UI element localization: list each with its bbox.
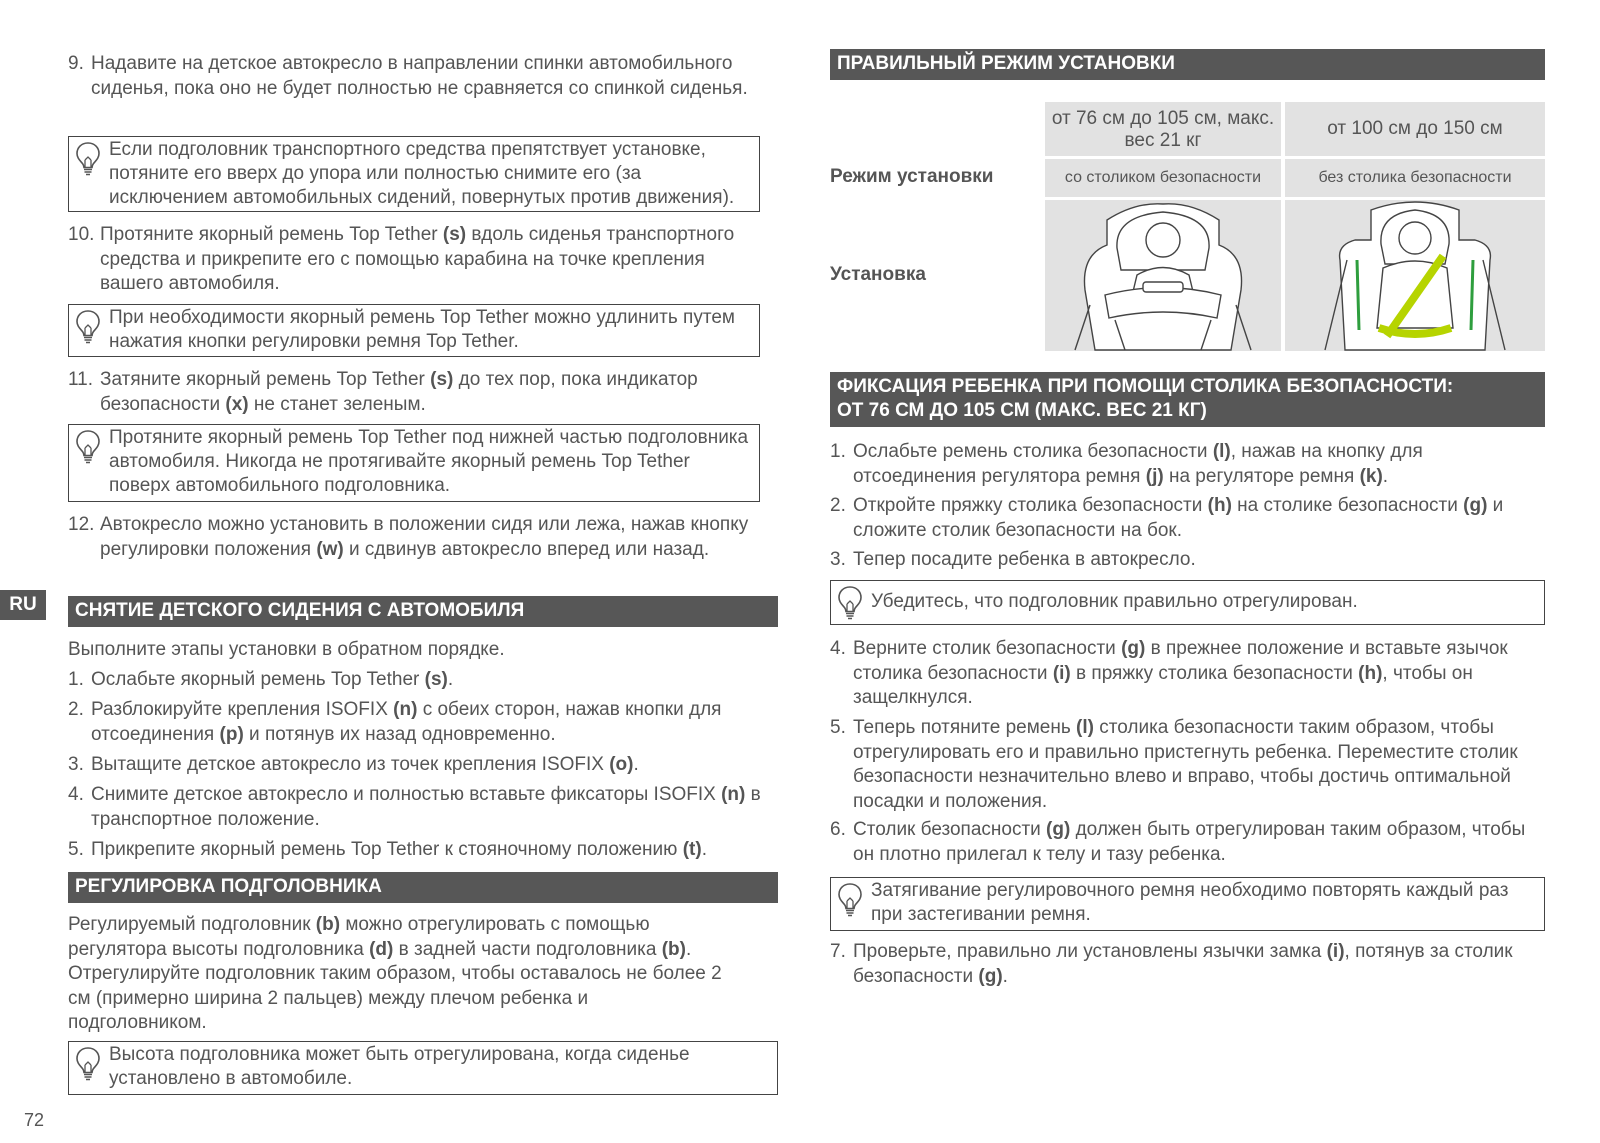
note-tether-route: Протяните якорный ремень Top Tether под нижней частью подголовника автомобиля. Никогда не протягивайте якорный ремень Top Tether поверх автомобильного подголовника. xyxy=(68,424,760,502)
note-headrest-adjusted: Убедитесь, что подголовник правильно отрегулирован. xyxy=(830,580,1545,625)
removal-step-1: 1. Ослабьте якорный ремень Top Tether (s). xyxy=(68,669,454,690)
note-headrest-obstructs: Если подголовник транспортного средства препятствует установке, потяните его вверх до упора или полностью снимите его (за исключением автомобильных сидений, повернутых против движения). xyxy=(68,136,760,212)
fix-step-1: 1. Ослабьте ремень столика безопасности (l), нажав на кнопку для отсоединения регулятора ремня (j) на регуляторе ремня (k). xyxy=(830,441,1423,487)
section-header-fixation: ФИКСАЦИЯ РЕБЕНКА ПРИ ПОМОЩИ СТОЛИКА БЕЗОПАСНОСТИ: ОТ 76 СМ ДО 105 СМ (МАКС. ВЕС 21 КГ) xyxy=(830,372,1545,427)
step-10: 10. Протяните якорный ремень Top Tether (s) вдоль сиденья транспортного средства и прикрепите его с помощью карабина на точке крепления вашего автомобиля. xyxy=(68,224,735,294)
seat-with-belt-cell xyxy=(1285,200,1545,351)
step-11: 11. Затяните якорный ремень Top Tether (s) до тех пор, пока индикатор безопасности (x) не станет зеленым. xyxy=(68,369,698,415)
removal-intro: Выполните этапы установки в обратном порядке. xyxy=(68,639,505,660)
table-header-group1: от 76 см до 105 см, макс. вес 21 кг xyxy=(1045,102,1281,156)
row-label-installation: Установка xyxy=(830,264,926,285)
fix-step-7: 7. Проверьте, правильно ли установлены язычки замка (i), потянув за столик безопасности (g). xyxy=(830,941,1513,987)
removal-step-2: 2. Разблокируйте крепления ISOFIX (n) с обеих сторон, нажав кнопки для отсоединения (p) и потянув их назад одновременно. xyxy=(68,699,722,745)
removal-step-4: 4. Снимите детское автокресло и полностью вставьте фиксаторы ISOFIX (n) в транспортное положение. xyxy=(68,784,761,830)
removal-step-3: 3. Вытащите детское автокресло из точек крепления ISOFIX (o). xyxy=(68,754,639,775)
table-header-group2: от 100 см до 150 см xyxy=(1285,102,1545,156)
row-label-mode: Режим установки xyxy=(830,166,994,187)
fix-step-4: 4. Верните столик безопасности (g) в прежнее положение и вставьте язычок столика безопасности (i) в пряжку столика безопасности (h), чтобы он защелкнулся. xyxy=(830,638,1508,708)
note-repeat-tighten: Затягивание регулировочного ремня необходимо повторять каждый раз при застегивании ремня. xyxy=(830,877,1545,931)
fix-step-5: 5. Теперь потяните ремень (l) столика безопасности таким образом, чтобы отрегулировать его и правильно пристегнуть ребенка. Переместите столик безопасности незначительно влево и вправо, чтобы достичь оптимальной посадки и положения. xyxy=(830,717,1518,812)
page-number: 72 xyxy=(24,1110,45,1130)
section-header-mode: ПРАВИЛЬНЫЙ РЕЖИМ УСТАНОВКИ xyxy=(830,49,1545,80)
seat-with-table-cell xyxy=(1045,200,1281,351)
lightbulb-icon xyxy=(75,141,101,177)
fix-step-2: 2. Откройте пряжку столика безопасности (h) на столике безопасности (g) и сложите столик безопасности на бок. xyxy=(830,495,1504,541)
lightbulb-icon xyxy=(837,585,863,621)
mode-without-table: без столика безопасности xyxy=(1285,159,1545,197)
headrest-paragraph: Регулируемый подголовник (b) можно отрегулировать с помощью регулятора высоты подголовника (d) в задней части подголовника (b). Отрегулируйте подголовник таким образом, чтобы оставалось не более 2 см (примерно ширина 2 пальцев) между плечом ребенка и подголовником. xyxy=(68,914,722,1033)
note-headrest-height: Высота подголовника может быть отрегулирована, когда сиденье установлено в автомобиле. xyxy=(68,1041,778,1095)
lightbulb-icon xyxy=(75,1046,101,1082)
step-9: 9. Надавите на детское автокресло в направлении спинки автомобильного сиденья, пока оно не будет полностью не сравняется со спинкой сиденья. xyxy=(68,53,748,99)
lightbulb-icon xyxy=(75,309,101,345)
note-extend-tether: При необходимости якорный ремень Top Tether можно удлинить путем нажатия кнопки регулировки ремня Top Tether. xyxy=(68,304,760,357)
section-header-headrest: РЕГУЛИРОВКА ПОДГОЛОВНИКА xyxy=(68,872,778,903)
section-header-removal: СНЯТИЕ ДЕТСКОГО СИДЕНИЯ С АВТОМОБИЛЯ xyxy=(68,596,778,627)
fix-step-3: 3. Тепер посадите ребенка в автокресло. xyxy=(830,549,1196,570)
mode-with-table: со столиком безопасности xyxy=(1045,159,1281,197)
seat-with-belt-illustration xyxy=(1285,200,1545,351)
fix-step-6: 6. Столик безопасности (g) должен быть отрегулирован таким образом, чтобы он плотно прилегал к телу и тазу ребенка. xyxy=(830,819,1526,865)
removal-step-5: 5. Прикрепите якорный ремень Top Tether к стояночному положению (t). xyxy=(68,839,707,860)
language-tab: RU xyxy=(0,590,46,620)
seat-with-table-illustration xyxy=(1045,200,1281,351)
lightbulb-icon xyxy=(75,429,101,465)
lightbulb-icon xyxy=(837,882,863,918)
step-12: 12. Автокресло можно установить в положении сидя или лежа, нажав кнопку регулировки положения (w) и сдвинув автокресло вперед или назад. xyxy=(68,514,749,560)
